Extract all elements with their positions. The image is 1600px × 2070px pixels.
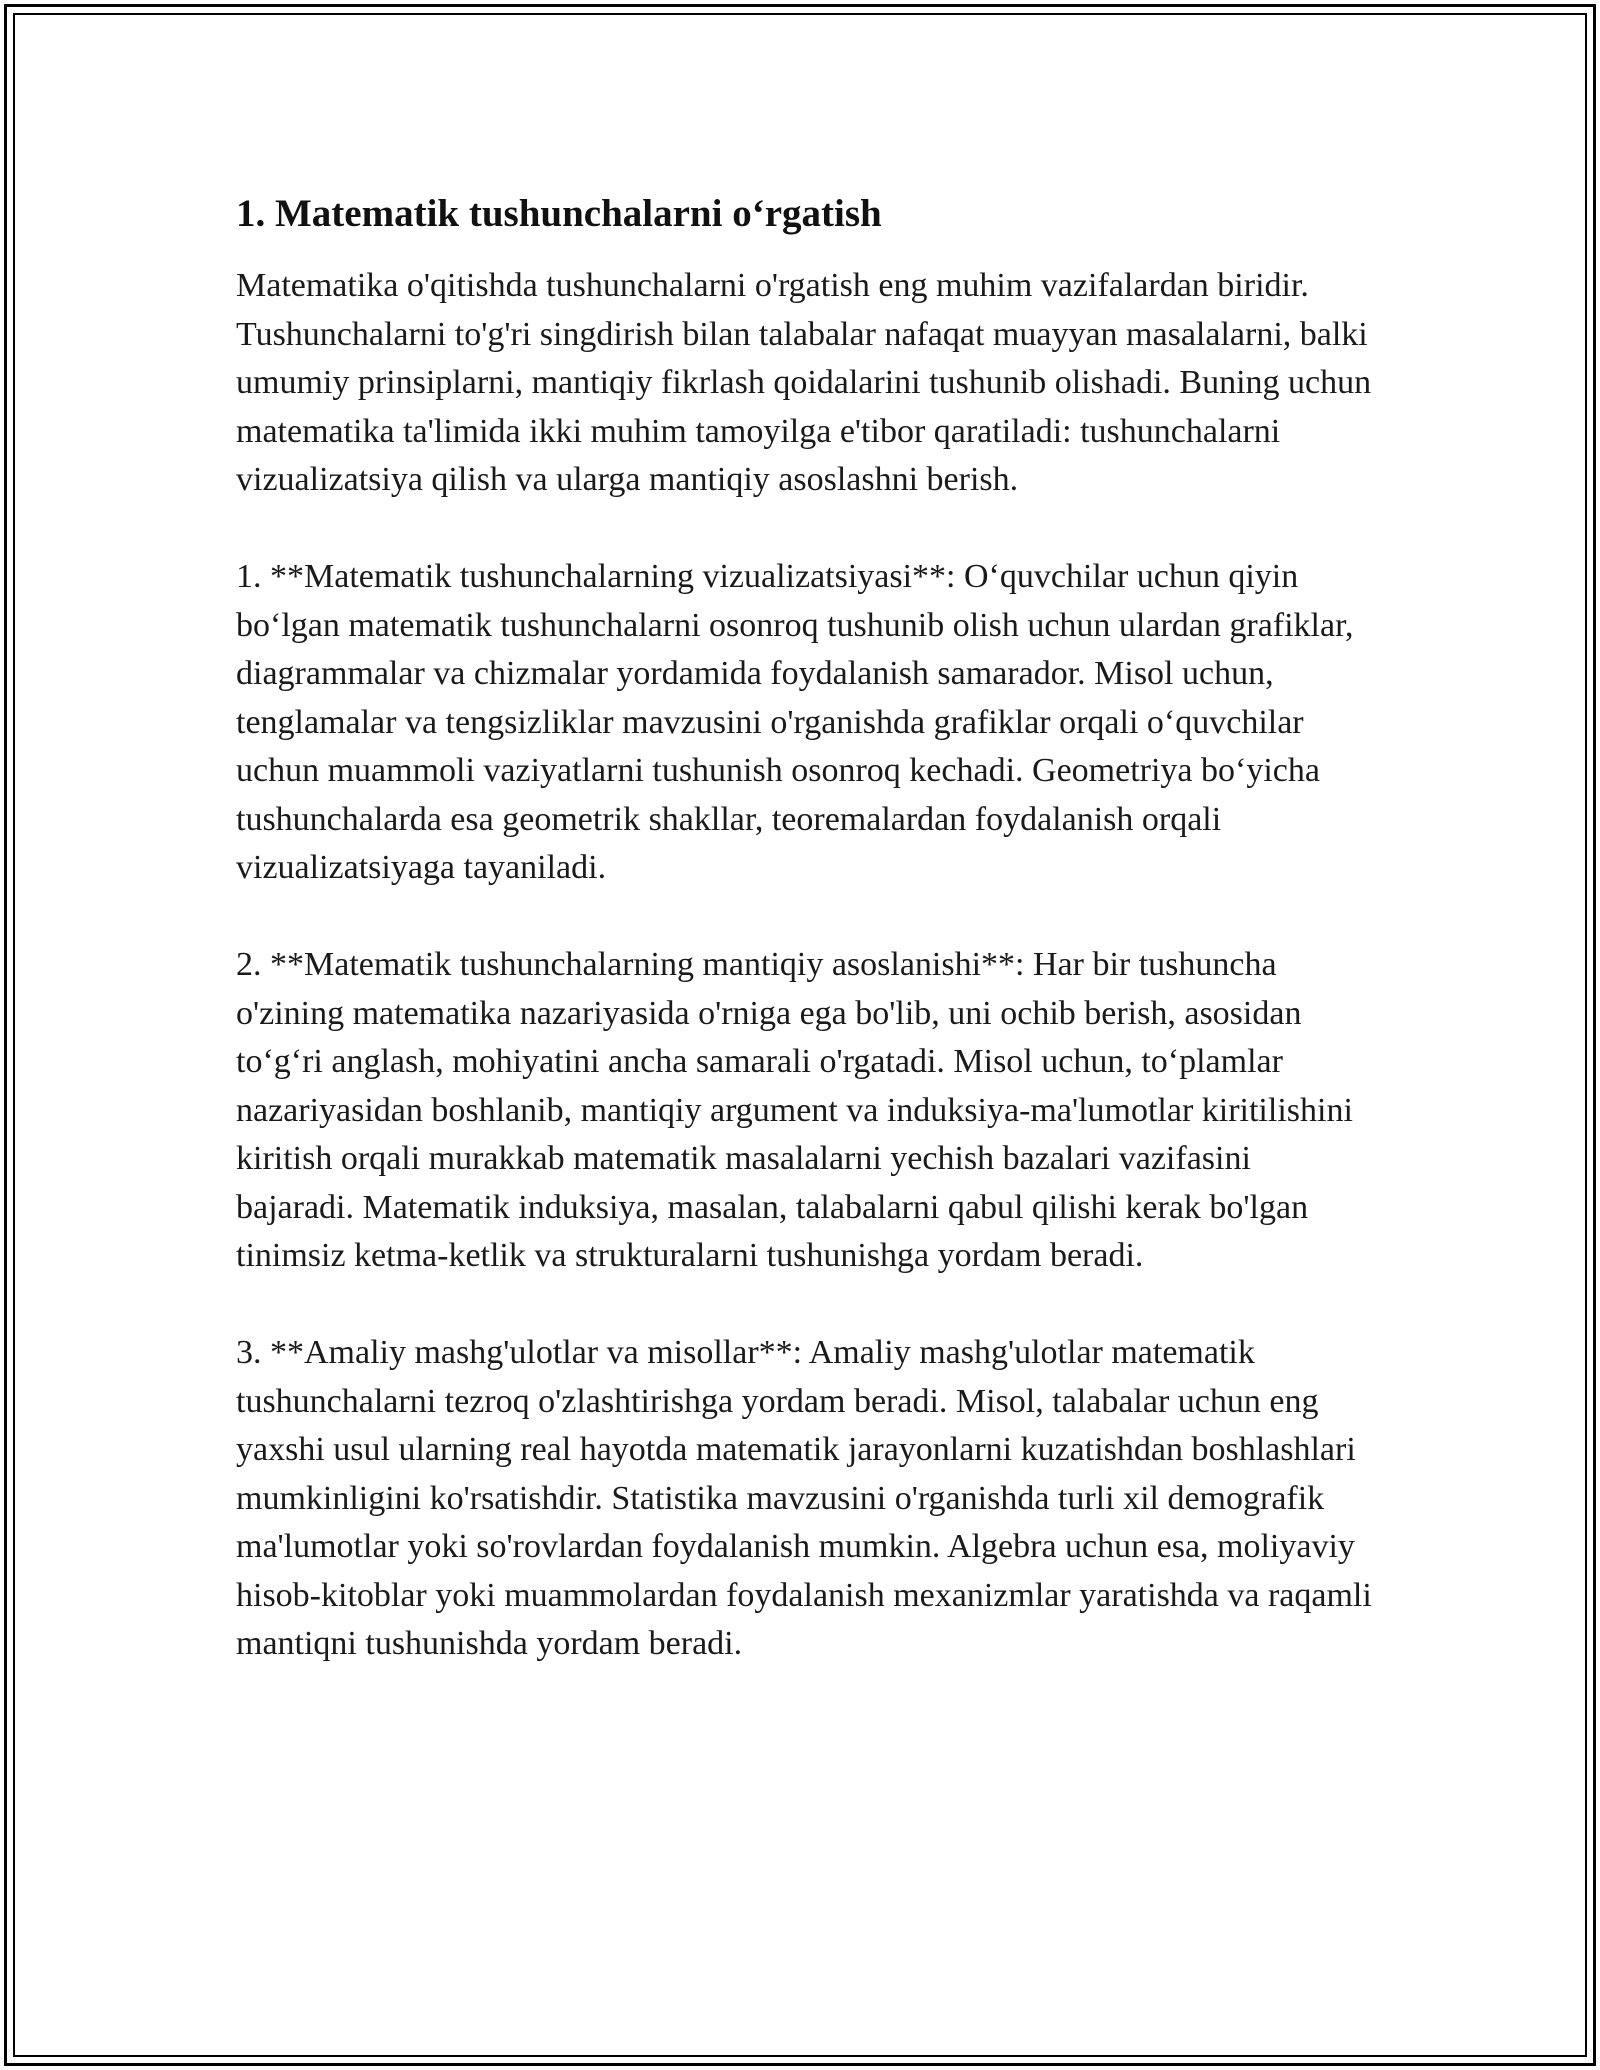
- paragraph-gap: [236, 505, 1376, 554]
- paragraph-gap: [236, 1281, 1376, 1330]
- intro-paragraph: Matematika o'qitishda tushunchalarni o'rgatish eng muhim vazifalardan biridir. Tushunchalarni to'g'ri singdirish bilan talabalar nafaqat muayyan masalalarni, balki umumiy prinsiplarni, mantiqiy fikrlash qoidalarini tushunib olishadi. Buning uchun matematika ta'limida ikki muhim tamoyilga e'tibor qaratiladi: tushunchalarni vizualizatsiya qilish va ularga mantiqiy asoslashni berish.: [236, 267, 1372, 498]
- document-body: [236, 186, 1376, 1669]
- list-item-practical-exercises: 3. **Amaliy mashg'ulotlar va misollar**: Amaliy mashg'ulotlar matematik tushunchalarni tezroq o'zlashtirishga yordam beradi. Misol, talabalar uchun eng yaxshi usul ularning real hayotda matematik jarayonlarni kuzatishdan boshlashlari mumkinligini ko'rsatishdir. Statistika mavzusini o'rganishda turli xil demografik ma'lumotlar yoki so'rovlardan foydalanish mumkin. Algebra uchun esa, moliyaviy hisob-kitoblar yoki muammolardan foydalanish mexanizmlar yaratishda va raqamli mantiqni tushunishda yordam beradi.: [236, 1334, 1372, 1662]
- paragraph-gap: [236, 893, 1376, 942]
- list-item-visualization: 1. **Matematik tushunchalarning vizualizatsiyasi**: O‘quvchilar uchun qiyin bo‘lgan matematik tushunchalarni osonroq tushunib olish uchun ulardan grafiklar, diagrammalar va chizmalar yordamida foydalanish samarador. Misol uchun, tenglamalar va tengsizliklar mavzusini o'rganishda grafiklar orqali o‘quvchilar uchun muammoli vaziyatlarni tushunish osonroq kechadi. Geometriya bo‘yicha tushunchalarda esa geometrik shakllar, teoremalardan foydalanish orqali vizualizatsiyaga tayaniladi.: [236, 558, 1354, 886]
- list-item-logical-basis: 2. **Matematik tushunchalarning mantiqiy asoslanishi**: Har bir tushuncha o'zining matematika nazariyasida o'rniga ega bo'lib, uni ochib berish, asosidan to‘g‘ri anglash, mohiyatini ancha samarali o'rgatadi. Misol uchun, to‘plamlar nazariyasidan boshlanib, mantiqiy argument va induksiya-ma'lumotlar kiritilishini kiritish orqali murakkab matematik masalalarni yechish bazalari vazifasini bajaradi. Matematik induksiya, masalan, talabalarni qabul qilishi kerak bo'lgan tinimsiz ketma-ketlik va strukturalarni tushunishga yordam beradi.: [236, 946, 1353, 1274]
- section-heading: 1. Matematik tushunchalarni o‘rgatish: [236, 192, 882, 235]
